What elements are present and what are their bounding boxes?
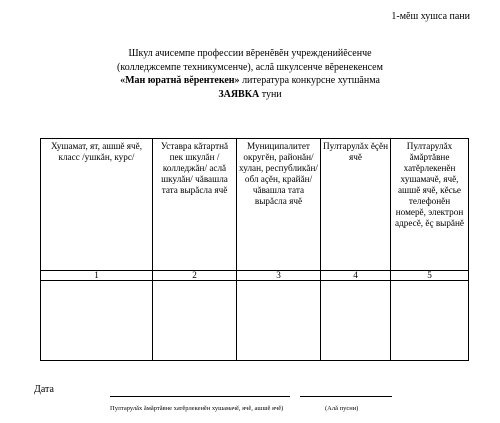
signature-name-line[interactable]	[110, 396, 290, 397]
heading-line-3	[0, 74, 500, 88]
entry-cell-4[interactable]	[321, 281, 391, 361]
table-header-row	[41, 139, 469, 271]
entry-cell-2[interactable]	[153, 281, 237, 361]
entry-cell-3[interactable]	[237, 281, 321, 361]
column-header-1: Хушамат, ят, ашшĕ ячĕ, класс /ушкăн, курс/	[41, 139, 153, 271]
column-number-5: 5	[391, 271, 469, 281]
table-entry-row	[41, 281, 469, 361]
application-title: ЗАЯВКА	[218, 88, 260, 100]
entry-cell-1[interactable]	[41, 281, 153, 361]
heading-line-4-rest: туни	[259, 88, 282, 100]
column-number-row	[41, 271, 469, 281]
heading-line-2: (колледжсемпе техникумсенче), аслă шкулсенче вĕренекенсем	[117, 61, 383, 73]
column-header-5: Пултарулăх ăмăртăвне хатĕрлекенĕн хушамачĕ, ячĕ, ашшĕ ячĕ, кĕсье телефонĕн номерĕ, электрон адресĕ, ĕç вырăнĕ	[391, 139, 469, 271]
entry-cell-5[interactable]	[391, 281, 469, 361]
appendix-label: 1-мĕш хушса пани	[391, 11, 470, 22]
document-heading	[0, 47, 500, 101]
column-header-2: Уставра кăтартнă пек шкулăн /колледжăн/ аслă шкулăн/ чăвашла тата вырăсла ячĕ	[153, 139, 237, 271]
signature-sign-caption: (Алă пусни)	[325, 405, 359, 412]
contest-title: «Ман юратнă вĕрентекен»	[120, 75, 240, 86]
column-number-2: 2	[153, 271, 237, 281]
heading-line-3-rest: литература конкурсне хутшăнма	[239, 75, 380, 86]
date-label: Дата	[34, 384, 54, 395]
column-header-4: Пултарулăх ĕçĕн ячĕ	[321, 139, 391, 271]
column-number-1: 1	[41, 271, 153, 281]
column-number-4: 4	[321, 271, 391, 281]
signature-sign-line[interactable]	[300, 396, 392, 397]
heading-line-1: Шкул ачисемпе профессии вĕренĕвĕн учрежденийĕсенче	[128, 48, 372, 59]
signature-name-caption: Пултарулăх ăмăртăвне хатĕрлекенĕн хушамачĕ, ячĕ, ашшĕ ячĕ)	[110, 405, 284, 412]
heading-line-4	[0, 88, 500, 102]
application-table	[40, 138, 469, 361]
column-number-3: 3	[237, 271, 321, 281]
column-header-3: Муниципалитет округĕн, районăн/хулан, республикăн/обл аçĕн, крайăн/ чăвашла тата вырăсла ячĕ	[237, 139, 321, 271]
